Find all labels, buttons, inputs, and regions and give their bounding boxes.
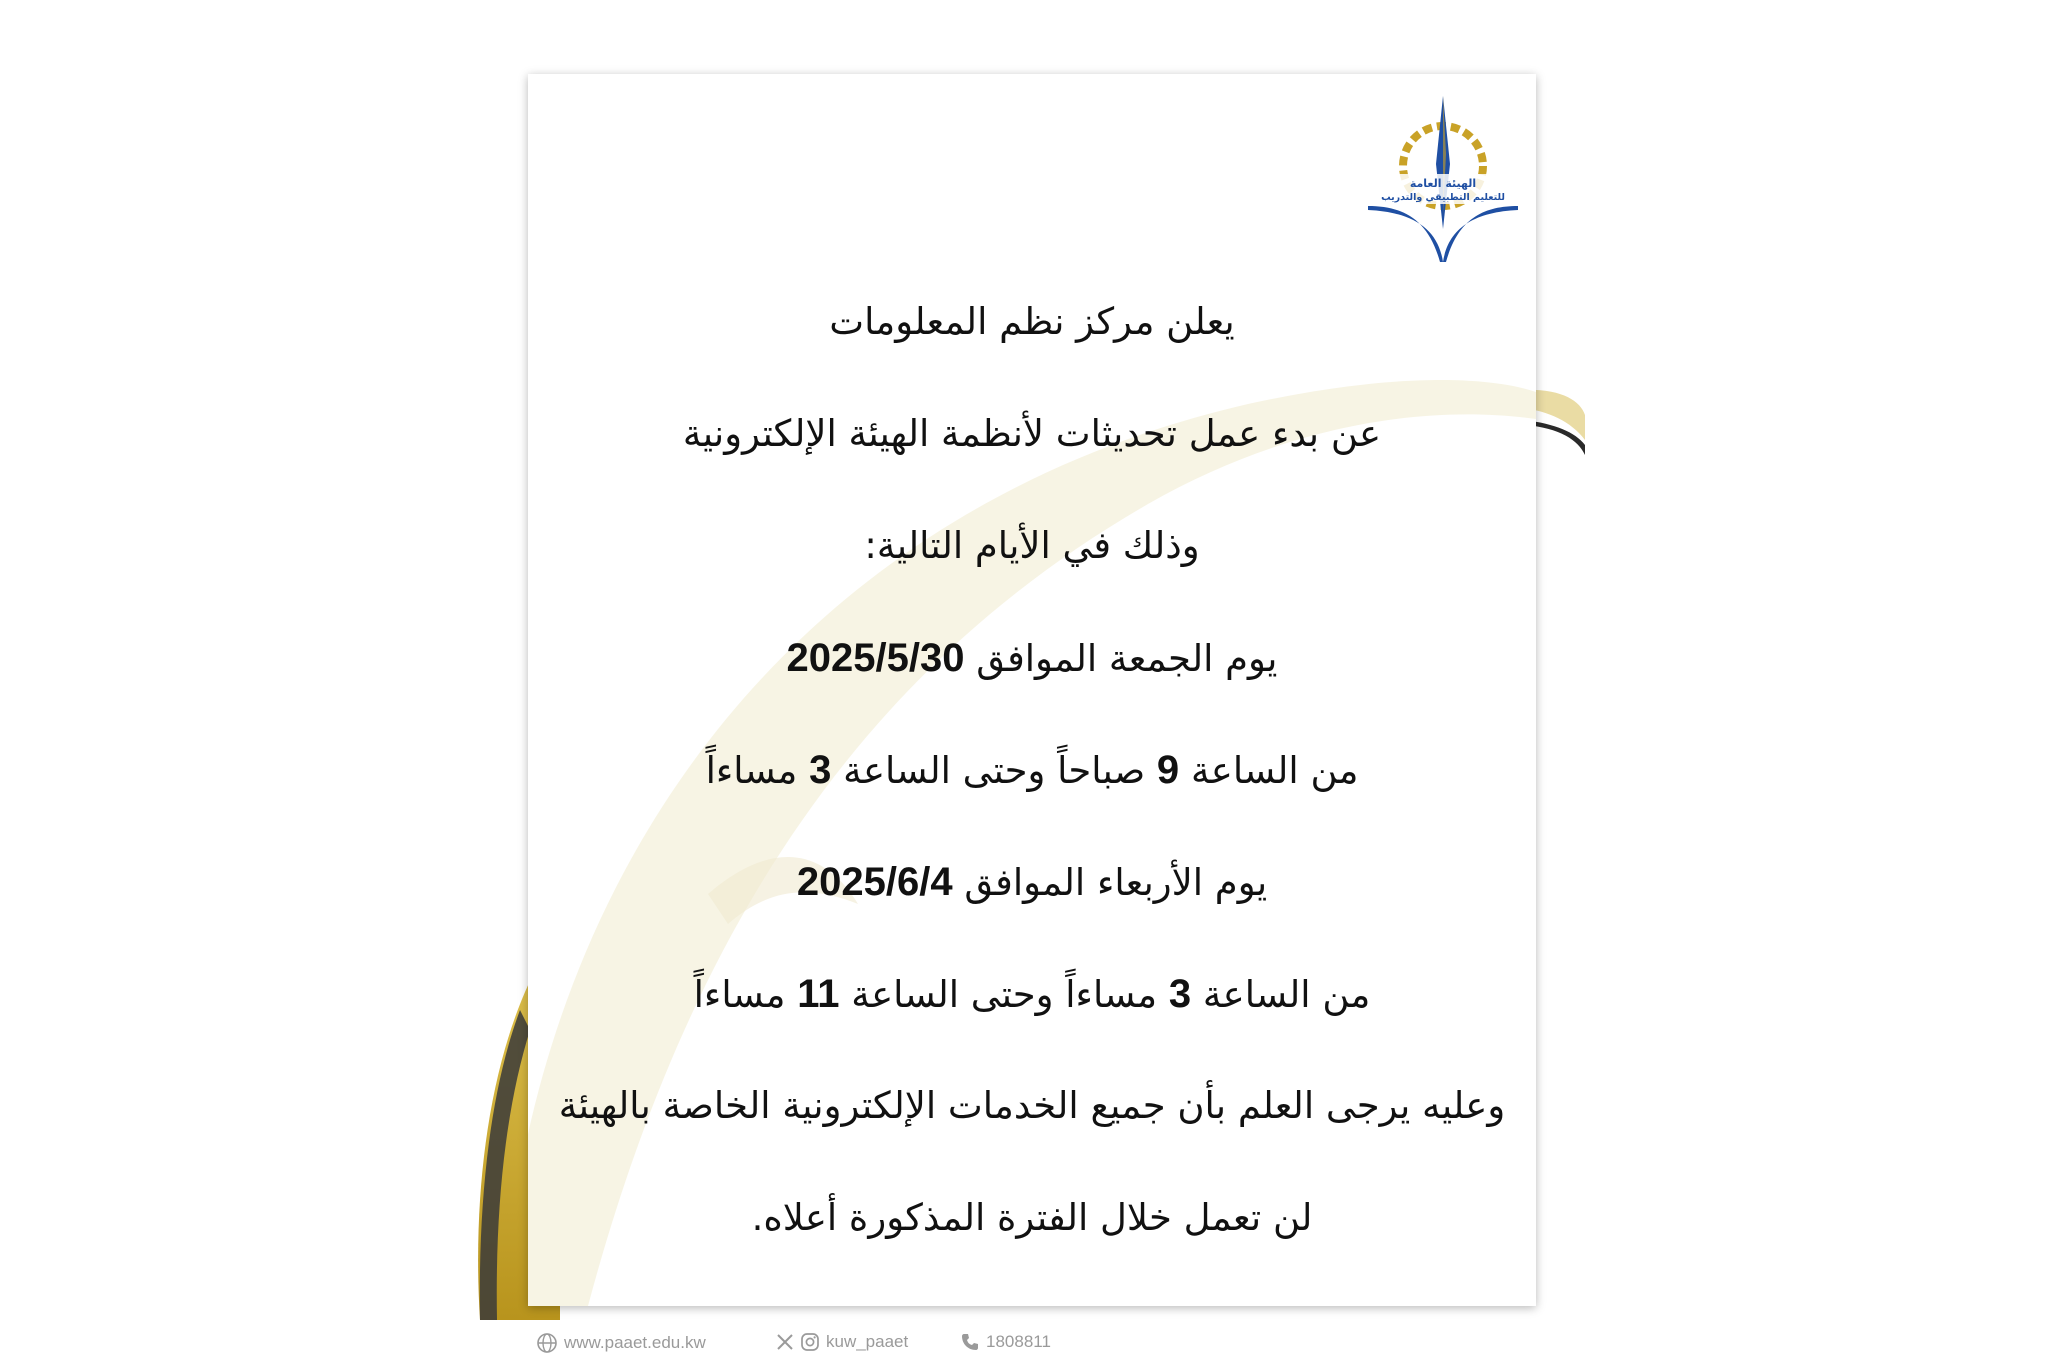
day-label-friday: يوم الجمعة الموافق: [976, 637, 1278, 680]
website-text: www.paaet.edu.kw: [564, 1333, 706, 1352]
date-friday: 2025/5/30: [786, 636, 965, 680]
announcement-line-3: وذلك في الأيام التالية:: [864, 524, 1200, 567]
footer-phone[interactable]: [960, 1332, 1051, 1352]
date-wednesday: 2025/6/4: [796, 860, 953, 904]
announcement-line-4: [548, 632, 1516, 685]
announcement-line-7: من الساعة 3 مساءاً وحتى الساعة 11 مساءاً: [693, 972, 1371, 1016]
announcement-line-9: لن تعمل خلال الفترة المذكورة أعلاه.: [751, 1196, 1313, 1239]
phone-text: 1808811: [986, 1332, 1051, 1351]
globe-icon: [536, 1332, 558, 1354]
announcement-card: [528, 74, 1536, 1306]
phone-icon: [960, 1332, 980, 1352]
day-label-wednesday: يوم الأربعاء الموافق: [964, 861, 1268, 904]
social-handle-text: kuw_paaet: [826, 1332, 909, 1351]
announcement-line-2: عن بدء عمل تحديثات لأنظمة الهيئة الإلكترونية: [682, 412, 1382, 455]
footer-website[interactable]: [536, 1332, 706, 1354]
x-icon: [776, 1333, 794, 1351]
footer-contacts: [528, 1332, 1536, 1360]
announcement-line-8: وعليه يرجى العلم بأن جميع الخدمات الإلكترونية الخاصة بالهيئة: [558, 1084, 1506, 1127]
logo-text-line2: للتعليم التطبيقي والتدريب: [1381, 192, 1505, 203]
instagram-icon: [800, 1332, 820, 1352]
logo-text-line1: الهيئة العامة: [1409, 177, 1477, 190]
announcement-line-5: من الساعة 9 صباحاً وحتى الساعة 3 مساءاً: [705, 748, 1359, 792]
announcement-line-6: [548, 856, 1516, 909]
announcement-line-1: يعلن مركز نظم المعلومات: [829, 300, 1235, 343]
footer-social[interactable]: [776, 1332, 908, 1352]
announcement-text: [528, 74, 1536, 1306]
